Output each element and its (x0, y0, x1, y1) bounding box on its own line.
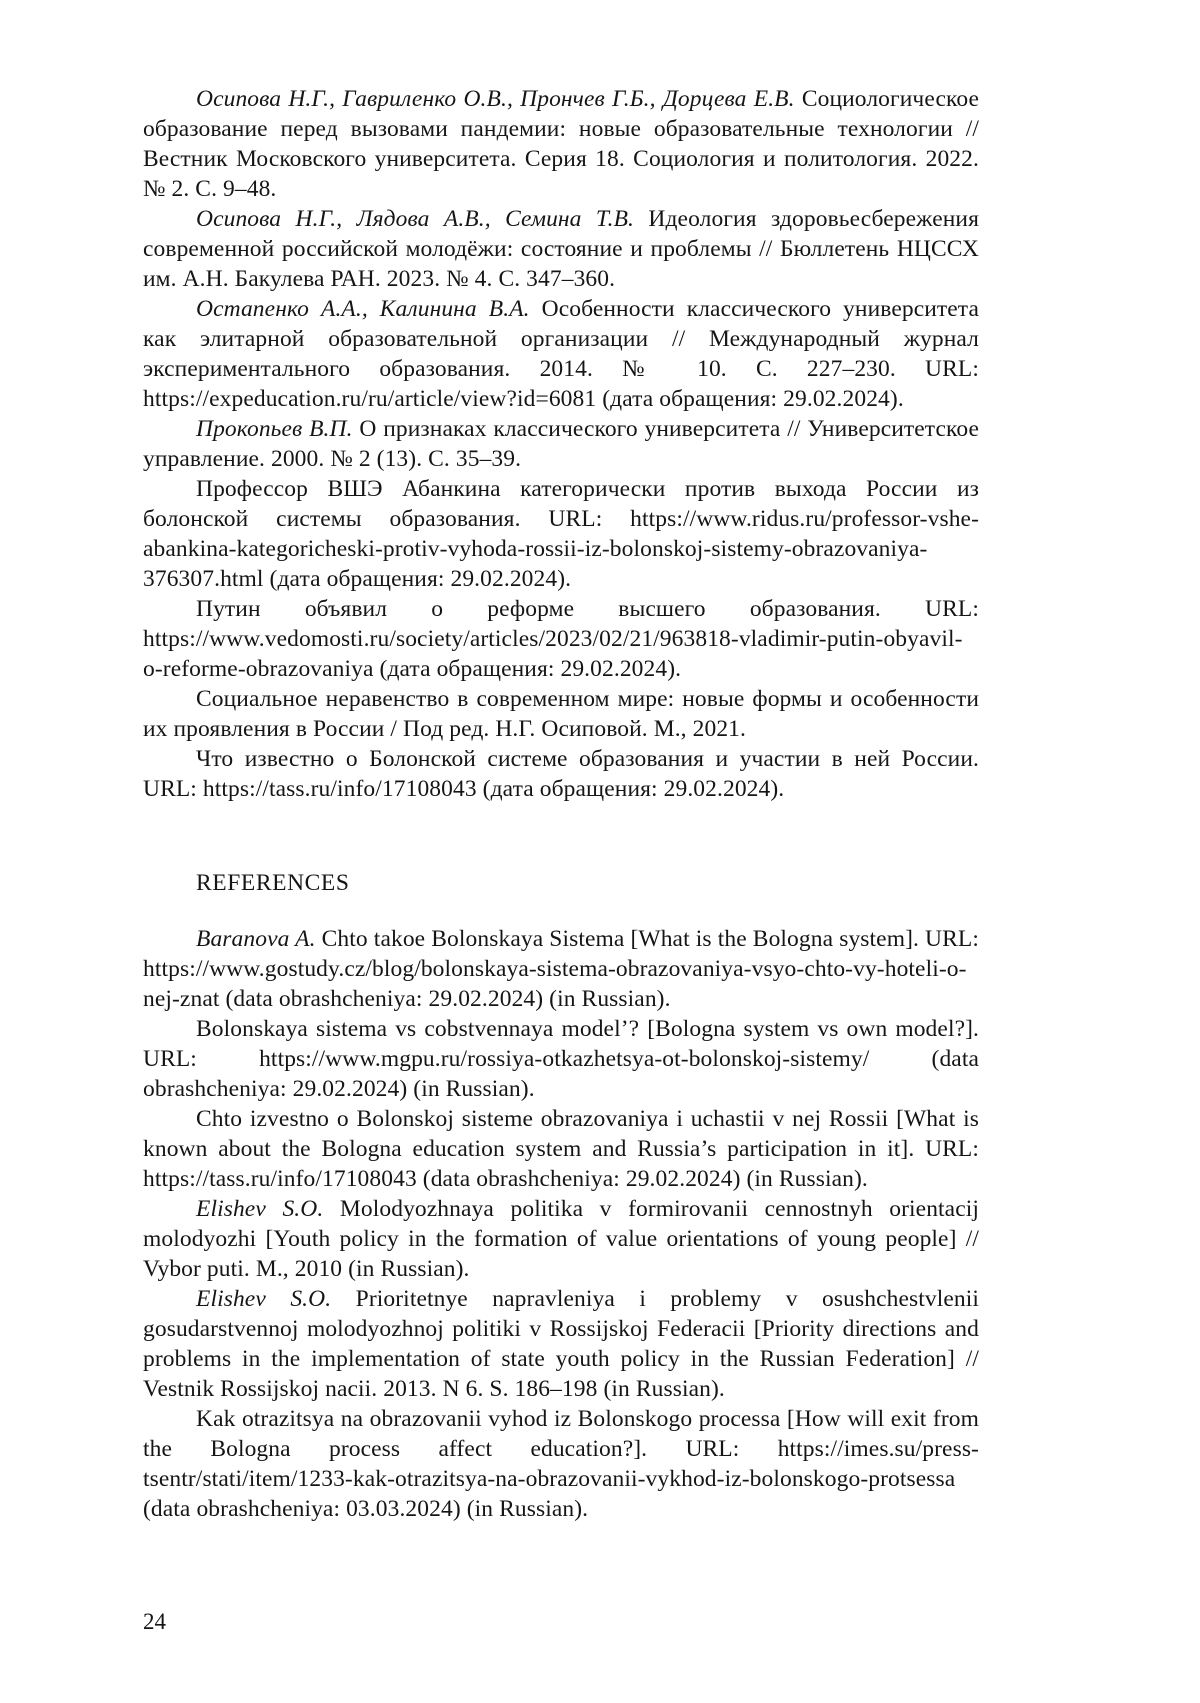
entry-authors: Осипова Н.Г., Гавриленко О.В., Прончев Г.Б., Дорцева Е.В. (196, 86, 795, 112)
entry-text: Что известно о Болонской системе образования и участии в ней России. URL: https://tass.ru/info/17108043 (дата обращения: 29.02.2024). (143, 746, 979, 802)
entry-text: Профессор ВШЭ Абанкина категорически против выхода России из болонской системы образования. URL: https://www.ridus.ru/professor-vshe-abankina-kategoricheski-protiv-vyhoda-rossii-iz-bolonskoj-sistemy-obrazovaniya-376307.html (дата обращения: 29.02.2024). (143, 476, 979, 592)
references-heading: REFERENCES (196, 870, 350, 896)
entry-authors: Elishev S.O. (196, 1196, 324, 1222)
bibliography-entry (143, 84, 979, 204)
page-content (143, 84, 979, 1524)
entry-text: О признаках классического университета // Университетское управление. 2000. № 2 (13). С. 35–39. (143, 416, 979, 472)
entry-text: Особенности классического университета как элитарной образовательной организации // Международный журнал экспериментального образования. 2014. № 10. С. 227–230. URL: https://expeducation.ru/ru/article/view?id=6081 (дата обращения: 29.02.2024). (143, 296, 979, 412)
entry-authors: Остапенко А.А., Калинина В.А. (196, 296, 530, 322)
entry-text: Molodyozhnaya politika v formirovanii cennostnyh orientacij molodyozhi [Youth policy in the formation of value orientations of young people] // Vybor puti. M., 2010 (in Russian). (143, 1196, 979, 1282)
bibliography-section (143, 84, 979, 804)
entry-text: Путин объявил о реформе высшего образования. URL: https://www.vedomosti.ru/society/articles/2023/02/21/963818-vladimir-putin-obyavil-o-reforme-obrazovaniya (дата обращения: 29.02.2024). (143, 596, 979, 682)
reference-entry (143, 1404, 979, 1524)
reference-entry (143, 1104, 979, 1194)
entry-authors: Elishev S.O. (196, 1286, 332, 1312)
bibliography-entry (143, 414, 979, 474)
reference-entry (143, 1014, 979, 1104)
entry-text: Chto takoe Bolonskaya Sistema [What is the Bologna system]. URL: https://www.gostudy.cz/blog/bolonskaya-sistema-obrazovaniya-vsyo-chto-vy-hoteli-o-nej-znat (data obrashcheniya: 29.02.2024) (in Russian). (143, 926, 979, 1012)
bibliography-entry (143, 594, 979, 684)
entry-text: Chto izvestno o Bolonskoj sisteme obrazovaniya i uchastii v nej Rossii [What is known about the Bologna education system and Russia’s participation in it]. URL: https://tass.ru/info/17108043 (data obrashcheniya: 29.02.2024) (in Russian). (143, 1106, 979, 1192)
reference-entry (143, 1284, 979, 1404)
page-number: 24 (143, 1609, 166, 1634)
entry-text: Kak otrazitsya na obrazovanii vyhod iz Bolonskogo processa [How will exit from the Bologna process affect education?]. URL: https://imes.su/press-tsentr/stati/item/1233-kak-otrazitsya-na-obrazovanii-vykhod-iz-bolonskogo-protsessa (data obrashcheniya: 03.03.2024) (in Russian). (143, 1406, 979, 1522)
entry-authors: Baranova A. (196, 926, 316, 952)
entry-text: Prioritetnye napravleniya i problemy v osushchestvlenii gosudarstvennoj molodyozhnoj politiki v Rossijskoj Federacii [Priority directions and problems in the implementation of state youth policy in the Russian Federation] // Vestnik Rossijskoj nacii. 2013. N 6. S. 186–198 (in Russian). (143, 1286, 980, 1402)
references-section (143, 924, 979, 1524)
bibliography-entry (143, 294, 979, 414)
reference-entry (143, 924, 979, 1014)
entry-text: Социологическое образование перед вызовами пандемии: новые образовательные технологии // Вестник Московского университета. Серия 18. Социология и политология. 2022. № 2. С. 9–48. (143, 86, 979, 202)
bibliography-entry (143, 684, 979, 744)
entry-text: Социальное неравенство в современном мире: новые формы и особенности их проявления в России / Под ред. Н.Г. Осиповой. М., 2021. (143, 686, 979, 742)
reference-entry (143, 1194, 979, 1284)
bibliography-entry (143, 474, 979, 594)
entry-text: Bolonskaya sistema vs cobstvennaya model’? [Bologna system vs own model?]. URL: https://www.mgpu.ru/rossiya-otkazhetsya-ot-bolonskoj-sistemy/ (data obrashcheniya: 29.02.2024) (in Russian). (143, 1016, 979, 1102)
bibliography-entry (143, 744, 979, 804)
bibliography-entry (143, 204, 979, 294)
entry-text: Идеология здоровьесбережения современной российской молодёжи: состояние и проблемы // Бюллетень НЦССХ им. А.Н. Бакулева РАН. 2023. № 4. С. 347–360. (143, 206, 979, 292)
entry-authors: Осипова Н.Г., Лядова А.В., Семина Т.В. (196, 206, 635, 232)
entry-authors: Прокопьев В.П. (196, 416, 353, 442)
